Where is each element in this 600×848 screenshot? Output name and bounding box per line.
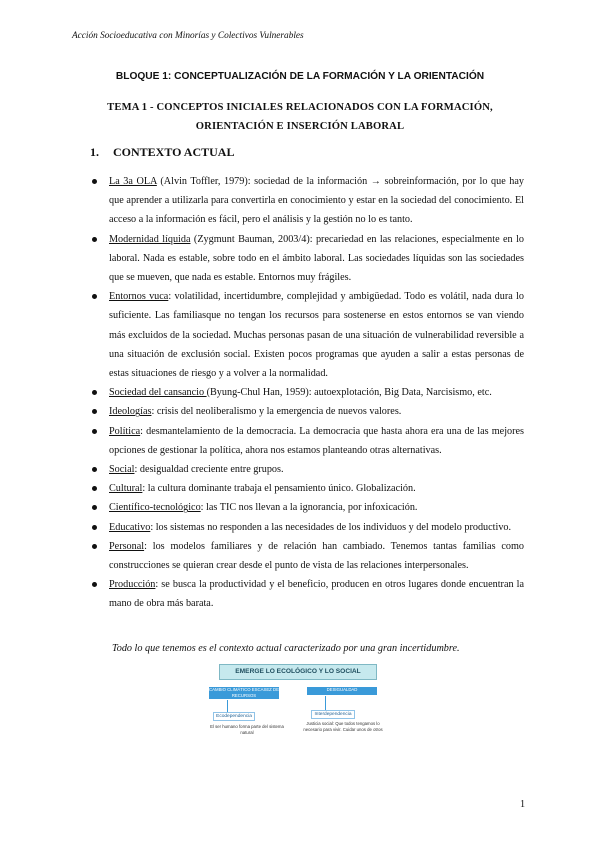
diagram-left-arrow xyxy=(227,700,228,712)
diagram-left-box: CAMBIO CLIMÁTICO ESCASEZ DE RECURSOS xyxy=(209,687,279,698)
diagram-right-arrow xyxy=(325,696,326,710)
list-item xyxy=(90,575,524,613)
item-text: : los modelos familiares y de relación han cambiado. Tenemos tantas familias como construcciones se quieran crear desde el punto de vista de las relaciones interpersonales. xyxy=(109,540,524,572)
list-item xyxy=(90,383,524,402)
list-item xyxy=(90,172,524,230)
list-item xyxy=(90,498,524,517)
item-text: : las TIC nos llevan a la ignorancia, por infoxicación. xyxy=(200,502,418,514)
running-header: Acción Socioeducativa con Minorías y Colectivos Vulnerables xyxy=(72,31,304,41)
list-item xyxy=(90,230,524,288)
section-number: 1. xyxy=(90,145,99,159)
list-item xyxy=(90,402,524,421)
diagram-banner: EMERGE LO ECOLÓGICO Y LO SOCIAL xyxy=(219,664,377,680)
block-title: BLOQUE 1: CONCEPTUALIZACIÓN DE LA FORMACIÓN Y LA ORIENTACIÓN xyxy=(115,71,485,82)
item-term: Ideologías xyxy=(109,406,152,418)
item-term: Política xyxy=(109,425,141,437)
topic-title: TEMA 1 - CONCEPTOS INICIALES RELACIONADOS CON LA FORMACIÓN, ORIENTACIÓN E INSERCIÓN LABORAL xyxy=(107,102,493,132)
list-item xyxy=(90,422,524,460)
item-text: : crisis del neoliberalismo y la emergencia de nuevos valores. xyxy=(151,406,402,418)
list-item xyxy=(90,460,524,479)
item-term: Educativo xyxy=(109,521,151,533)
item-text: : la cultura dominante trabaja el pensamiento único. Globalización. xyxy=(142,483,416,495)
list-item xyxy=(90,287,524,383)
item-term: Producción xyxy=(109,579,156,591)
item-term: Social xyxy=(109,464,135,476)
concept-diagram xyxy=(207,664,387,742)
section-title: CONTEXTO ACTUAL xyxy=(113,145,235,159)
item-term: Personal xyxy=(109,540,145,552)
item-term: Modernidad líquida xyxy=(109,233,191,245)
item-text: : los sistemas no responden a las necesidades de los individuos y del modelo productivo. xyxy=(150,521,512,533)
summary-sentence: Todo lo que tenemos es el contexto actual caracterizado por una gran incertidumbre. xyxy=(112,643,460,654)
list-item xyxy=(90,537,524,575)
list-item xyxy=(90,479,524,498)
page-number: 1 xyxy=(520,799,526,810)
item-term: Sociedad del cansancio xyxy=(109,387,207,399)
item-term: Entornos vuca xyxy=(109,291,169,303)
item-term: Cultural xyxy=(109,483,143,495)
item-text: : desigualdad creciente entre grupos. xyxy=(134,464,284,476)
diagram-right-note: Justicia social: Que todos tengamos lo necesario para vivir. Cuidar unos de otros xyxy=(303,721,383,732)
item-text: (Alvin Toffler, 1979): sociedad de la información → sobreinformación, por lo que hay que aprender a utilizarla para convertirla en conocimiento y estar en la sociedad del conocimiento. El acceso a la información es fácil, pero el análisis y la gestión no lo es tanto. xyxy=(109,176,524,226)
section-heading xyxy=(90,145,234,160)
item-text: (Zygmunt Bauman, 2003/4): precariedad en las relaciones, especialmente en lo laboral. Nada es estable, sobre todo en el ámbito laboral. Las sociedades líquidas son las sociedades que se mueven, que nada es estable. Entornos muy frágiles. xyxy=(109,233,524,284)
item-text: (Byung-Chul Han, 1959): autoexplotación, Big Data, Narcisismo, etc. xyxy=(206,387,492,399)
list-item xyxy=(90,518,524,537)
diagram-right-label: Interdependencia xyxy=(311,710,355,719)
item-term: Científico-tecnológico xyxy=(109,502,201,514)
item-term: La 3a OLA xyxy=(109,176,157,187)
diagram-right-box: DESIGUALDAD xyxy=(307,687,377,695)
diagram-left-label: Ecodependencia xyxy=(213,712,255,721)
bullet-list xyxy=(90,172,524,614)
item-text: : desmantelamiento de la democracia. La democracia que hasta ahora era una de las mejores opciones de gestionar la política, ahora nos estamos planteando otras alternativas. xyxy=(109,425,524,456)
item-text: : volatilidad, incertidumbre, complejidad y ambigüedad. Todo es volátil, nada dura lo suficiente. Las familiasque no tengan los recursos para sostenerse en estos entornos se van viendo más excluidos de la sociedad. Muchas personas pasan de una situación de vulnerabilidad reversible a una situación de exclusión social. Existen pocos programas que ayuden a salir a estas personas de estas situaciones de riesgo y a volver a la normalidad. xyxy=(109,291,524,380)
item-text: : se busca la productividad y el beneficio, producen en otros lugares donde encuentran la mano de obra más barata. xyxy=(109,579,524,610)
diagram-left-note: El ser humano forma parte del sistema natural xyxy=(210,724,284,735)
